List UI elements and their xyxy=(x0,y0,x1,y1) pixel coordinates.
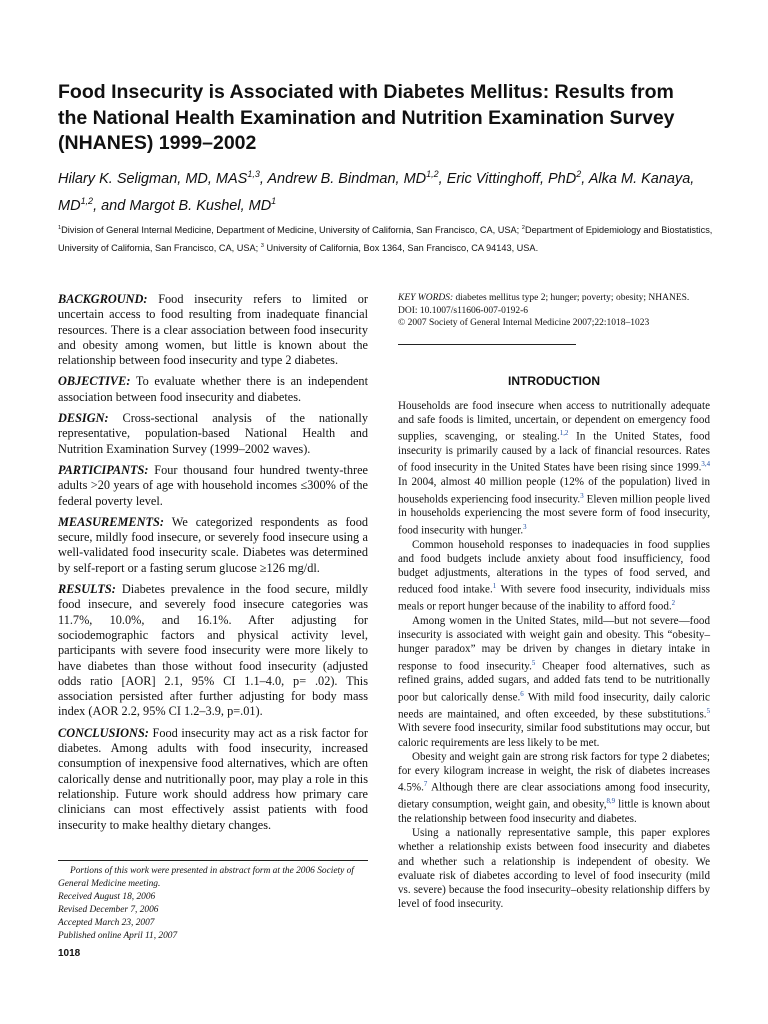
author-affil-marker: 1,3 xyxy=(247,169,260,179)
intro-paragraph xyxy=(398,538,710,614)
keywords-label: KEY WORDS: xyxy=(398,293,454,303)
citation-marker: 7 xyxy=(423,781,428,789)
author-name: Andrew B. Bindman, MD xyxy=(267,170,427,187)
citation-marker: 3 xyxy=(523,523,527,531)
abstract-section xyxy=(58,582,368,720)
keywords-text: diabetes mellitus type 2; hunger; poverty; obesity; NHANES. xyxy=(453,293,690,303)
affiliation-text: University of California, Box 1364, San Francisco, CA 94143, USA. xyxy=(263,242,539,253)
citation-marker: 1,2 xyxy=(559,430,569,438)
copyright-line: © 2007 Society of General Internal Medicine 2007;22:1018–1023 xyxy=(398,318,650,329)
paragraph-text: In 2004, almost 40 million people (12% of the population) lived in households experiencing food insecurity. xyxy=(398,476,710,506)
abstract-section-text: To evaluate whether there is an independent association between food insecurity and diabetes. xyxy=(58,374,368,404)
citation-marker: 3 xyxy=(580,492,584,500)
intro-paragraph xyxy=(398,399,710,538)
introduction-body xyxy=(398,399,710,911)
affiliation-marker: 2 xyxy=(521,225,525,231)
citation-marker: 5 xyxy=(706,707,710,715)
footnote-presented: Portions of this work were presented in abstract form at the 2006 Society of General Medicine meeting. xyxy=(58,866,354,889)
author-name: Alka M. Kanaya, MD xyxy=(58,170,695,214)
abstract-column xyxy=(58,292,368,839)
paragraph-text: Obesity and weight gain are strong risk factors for type 2 diabetes; for every kilogram increase in weight, the risk of diabetes increases 4.5%. xyxy=(398,750,710,794)
abstract-section xyxy=(58,374,368,405)
keywords-line xyxy=(398,292,710,305)
abstract-section-text: Four thousand four hundred twenty-three adults >20 years of age with household incomes ≤300% of the federal poverty level. xyxy=(58,462,368,508)
affiliation-text: Division of General Internal Medicine, Department of Medicine, University of California, San Francisco, CA, USA; xyxy=(61,225,522,236)
affiliation-marker: 1 xyxy=(58,225,62,231)
intro-paragraph xyxy=(398,826,710,911)
author-affil-marker: 2 xyxy=(576,169,582,179)
paragraph-text: Common household responses to inadequacies in food supplies and food budgets include anxiety about food insufficiency, food budget adjustments, alterations in the types of food served, and reduced food intake. xyxy=(398,538,710,596)
paragraph-text: With mild food insecurity, daily caloric needs are maintained, and often exceeded, by these substitutions. xyxy=(398,691,710,721)
citation-marker: 2 xyxy=(671,600,676,608)
abstract-section-label: DESIGN: xyxy=(58,411,109,426)
abstract-section xyxy=(58,463,368,509)
paragraph-text: With severe food insecurity, individuals miss meals or report hunger because of the inability to afford food. xyxy=(398,583,710,613)
paragraph-text: With severe food insecurity, similar food substitutions may occur, but caloric requirements are less likely to be met. xyxy=(398,722,710,749)
abstract-section xyxy=(58,515,368,576)
introduction-heading: INTRODUCTION xyxy=(508,373,600,388)
footnote-accepted: Accepted March 23, 2007 xyxy=(58,918,155,928)
intro-paragraph xyxy=(398,614,710,750)
abstract-section xyxy=(58,411,368,457)
abstract-section-text: We categorized respondents as food secure, mildly food insecure, or severely food insecure using a well-validated food insecurity scale. Diabetes was determined by self-report or a fasting serum glucose ≥126 mg/dl. xyxy=(58,514,368,575)
author-name: Eric Vittinghoff, PhD xyxy=(446,170,577,187)
abstract-section xyxy=(58,292,368,368)
publication-footnote xyxy=(58,860,368,943)
abstract-section-label: OBJECTIVE: xyxy=(58,374,131,389)
author-list xyxy=(58,163,698,217)
abstract-section xyxy=(58,726,368,833)
paragraph-text: In the United States, food insecurity is primarily caused by a lack of financial resources. Rates of food insecurity in the United States have been rising since 1999. xyxy=(398,431,710,475)
page-number: 1018 xyxy=(58,948,81,959)
author-name: Margot B. Kushel, MD xyxy=(129,197,272,214)
author-affil-marker: 1,2 xyxy=(80,195,94,206)
paragraph-text: Using a nationally representative sample, this paper explores whether a relationship exists between food insecurity and diabetes and whether such a relationship is independent of obesity. We evaluate risk of diabetes according to level of food insecurity (mild vs. severe) because the food insecurity–obesity relationship differs by level of food insecurity. xyxy=(398,827,710,911)
intro-paragraph xyxy=(398,750,710,826)
footnote-published: Published online April 11, 2007 xyxy=(58,931,178,941)
author-affil-marker: 1,2 xyxy=(426,169,439,179)
article-meta xyxy=(398,292,710,330)
affiliation-text: Department of Epidemiology and Biostatistics, University of California, San Francisco, CA, USA; xyxy=(58,225,713,253)
abstract-section-label: CONCLUSIONS: xyxy=(58,725,149,740)
author-separator: , xyxy=(438,170,447,187)
abstract-section-label: PARTICIPANTS: xyxy=(58,462,149,477)
abstract-section-text: Food insecurity may act as a risk factor for diabetes. Among adults with food insecurity, increased consumption of inexpensive food alternatives, which are often calorically dense and nutritionally poor, may play a role in this relationship. Future work should address how primary care clinicians can most effectively assist patients with food insecurity to make healthy dietary changes. xyxy=(58,725,368,832)
paragraph-text: Although there are clear associations among food insecurity, dietary consumption, weight gain, and obesity, xyxy=(398,781,710,811)
paragraph-text: Cheaper food alternatives, such as refined grains, added sugars, and added fats tend to be nutritionally poor but calorically dense. xyxy=(398,660,710,704)
paragraph-text: little is known about the relationship between food insecurity and diabetes. xyxy=(398,798,710,826)
author-separator: , and xyxy=(93,197,130,214)
citation-marker: 6 xyxy=(520,690,524,698)
doi-line: DOI: 10.1007/s11606-007-0192-6 xyxy=(398,305,528,316)
citation-marker: 3,4 xyxy=(701,461,710,469)
abstract-section-label: MEASUREMENTS: xyxy=(58,514,164,529)
paragraph-text: Eleven million people lived in households experiencing the most severe form of food insecurity, food insecurity with hunger. xyxy=(398,493,711,537)
abstract-section-text: Food insecurity refers to limited or uncertain access to food resulting from inadequate financial resources. There is a clear association between food insecurity and obesity among women, but little is known about the relationship between food insecurity and type 2 diabetes. xyxy=(58,292,368,368)
abstract-section-text: Cross-sectional analysis of the nationally representative, population-based National Health and Nutrition Examination Survey (1999–2002 waves). xyxy=(58,411,368,456)
citation-marker: 8,9 xyxy=(606,798,616,806)
article-title: Food Insecurity is Associated with Diabetes Mellitus: Results from the National Health Examination and Nutrition Examination Survey (NHANES) 1999–2002 xyxy=(58,81,675,154)
abstract-section-label: BACKGROUND: xyxy=(58,292,148,306)
footnote-received: Received August 18, 2006 xyxy=(58,892,156,902)
paragraph-text: Households are food insecure when access to nutritionally adequate and safe foods is limited, uncertain, or dependent on emergency food supplies, scavenging, or stealing. xyxy=(398,399,710,444)
body-column xyxy=(398,292,710,911)
author-separator: , xyxy=(259,170,268,187)
citation-marker: 1 xyxy=(492,583,497,591)
abstract-section-label: RESULTS: xyxy=(58,582,116,597)
meta-divider xyxy=(398,344,576,345)
abstract-section-text: Diabetes prevalence in the food secure, mildly food insecure, and severely food insecure categories was 11.7%, 10.0%, and 16.1%. After adjusting for sociodemographic factors and physical activity level, participants with severe food insecurity were more likely to have diabetes than those without food insecurity (adjusted odds ratio [AOR] 2.1, 95% CI 1.1–4.0, p= .02). This association persisted after further adjusting for body mass index (AOR 2.2, 95% CI 1.2–3.9, p=.01). xyxy=(58,582,368,719)
paragraph-text: Among women in the United States, mild—but not severe—food insecurity is associated with weight gain and obesity. This “obesity–hunger paradox” may be driven by changes in dietary intake in response to food insecurity. xyxy=(398,614,710,673)
author-separator: , xyxy=(581,170,589,187)
author-affil-marker: 1 xyxy=(271,195,277,206)
affiliation-marker: 3 xyxy=(260,242,264,249)
footnote-revised: Revised December 7, 2006 xyxy=(58,905,159,915)
author-name: Hilary K. Seligman, MD, MAS xyxy=(58,170,248,187)
affiliations xyxy=(58,221,714,256)
citation-marker: 5 xyxy=(531,659,536,667)
